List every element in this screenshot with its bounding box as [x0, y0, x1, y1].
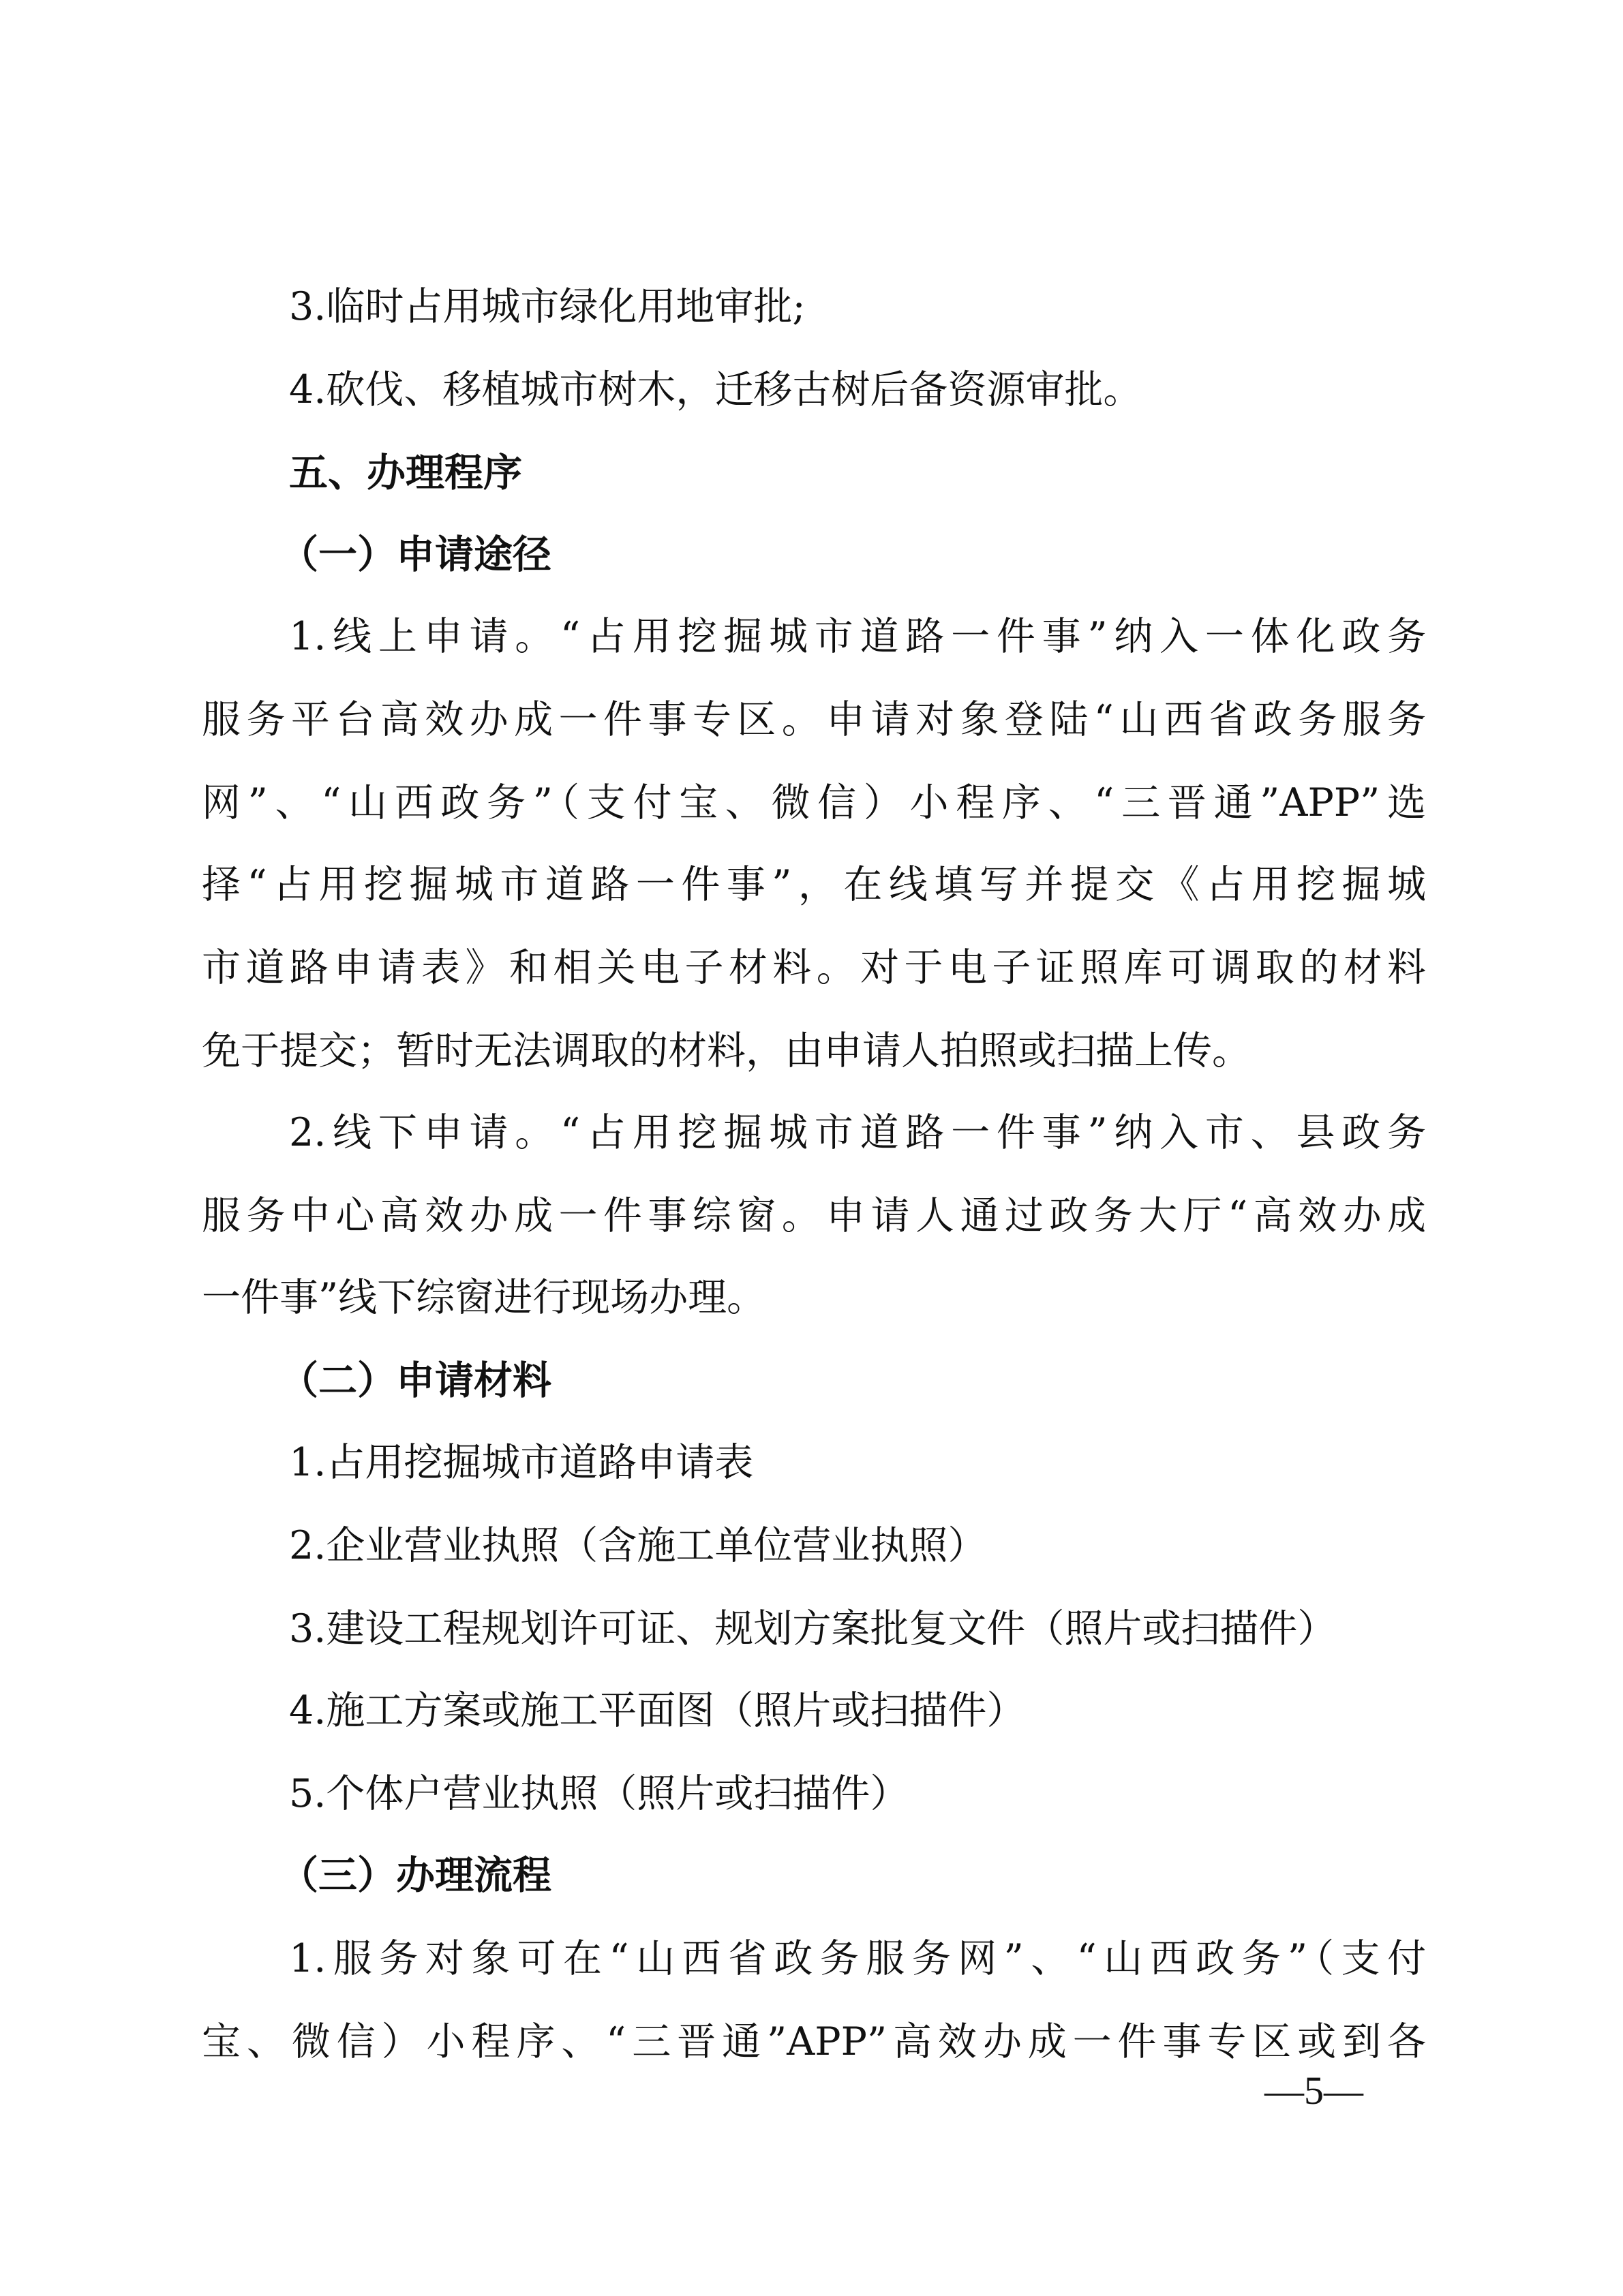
- paragraph-line: 宝、微信）小程序、“三晋通”APP”高效办成一件事专区或到各: [202, 2019, 1426, 2064]
- material-item-2: 2.企业营业执照（含施工单位营业执照）: [289, 1523, 987, 1568]
- paragraph-line: 服务中心高效办成一件事综窗。申请人通过政务大厅“高效办成: [202, 1193, 1426, 1238]
- material-item-4: 4.施工方案或施工平面图（照片或扫描件）: [289, 1688, 1026, 1733]
- paragraph-line: 网”、“山西政务”（支付宝、微信）小程序、“三晋通”APP”选: [202, 780, 1426, 825]
- subsection-heading-process: （三）办理流程: [279, 1853, 551, 1898]
- subsection-heading-application-materials: （二）申请材料: [279, 1358, 551, 1403]
- material-item-5: 5.个体户营业执照（照片或扫描件）: [289, 1771, 909, 1816]
- subsection-heading-application-route: （一）申请途径: [279, 532, 551, 577]
- list-item-4: 4.砍伐、移植城市树木，迁移古树后备资源审批。: [289, 367, 1142, 412]
- material-item-1: 1.占用挖掘城市道路申请表: [289, 1440, 754, 1485]
- page-number: —5—: [1264, 2068, 1363, 2113]
- paragraph-line: 市道路申请表》和相关电子材料。对于电子证照库可调取的材料: [202, 945, 1426, 990]
- paragraph-line: 1.服务对象可在“山西省政务服务网”、“山西政务”（支付: [289, 1936, 1426, 1981]
- paragraph-line: 1.线上申请。“占用挖掘城市道路一件事”纳入一体化政务: [289, 614, 1426, 659]
- material-item-3: 3.建设工程规划许可证、规划方案批复文件（照片或扫描件）: [289, 1606, 1337, 1651]
- list-item-3: 3.临时占用城市绿化用地审批;: [289, 284, 806, 329]
- paragraph-line: 免于提交；暂时无法调取的材料，由申请人拍照或扫描上传。: [202, 1028, 1251, 1073]
- section-heading-five: 五、办理程序: [289, 450, 522, 495]
- paragraph-line: 一件事”线下综窗进行现场办理。: [202, 1275, 766, 1320]
- paragraph-line: 服务平台高效办成一件事专区。申请对象登陆“山西省政务服务: [202, 697, 1426, 742]
- paragraph-line: 2.线下申请。“占用挖掘城市道路一件事”纳入市、县政务: [289, 1110, 1426, 1155]
- paragraph-line: 择“占用挖掘城市道路一件事”，在线填写并提交《占用挖掘城: [202, 862, 1426, 907]
